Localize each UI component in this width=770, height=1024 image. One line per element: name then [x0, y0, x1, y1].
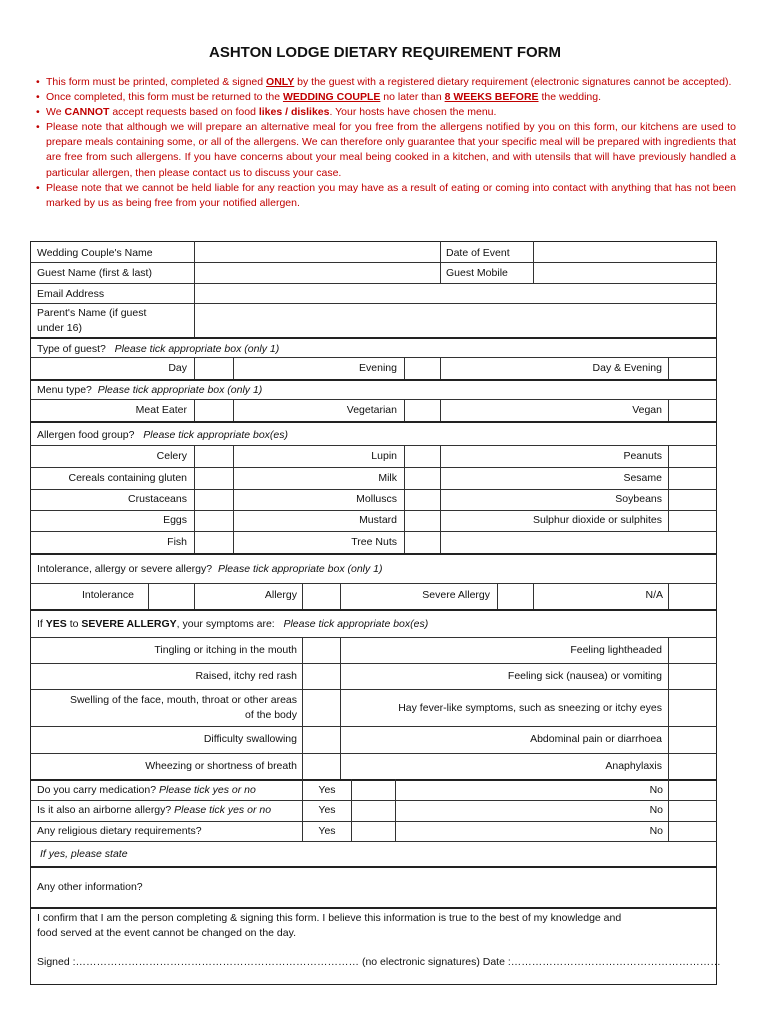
no-label: No — [649, 784, 663, 796]
milk-checkbox[interactable] — [405, 468, 440, 489]
intolerance-option: Allergy — [264, 589, 297, 601]
nausea-checkbox[interactable] — [669, 664, 716, 689]
guest-type-option: Day & Evening — [592, 362, 662, 374]
instructions-list — [36, 75, 736, 211]
allergen-label: Molluscs — [356, 493, 397, 505]
lightheaded-checkbox[interactable] — [669, 638, 716, 663]
allergen-heading: Allergen food group? Please tick appropriate box(es) — [37, 429, 289, 441]
anaphylaxis-checkbox[interactable] — [669, 754, 716, 779]
guest-name-field[interactable] — [195, 263, 439, 283]
instruction-item: • This form must be printed, completed & signed ONLY by the guest with a registered dietary requirement (electronic signatures cannot be accepted). — [36, 75, 736, 90]
rash-checkbox[interactable] — [303, 664, 340, 689]
religious-question: Any religious dietary requirements? — [37, 825, 202, 837]
mustard-checkbox[interactable] — [405, 511, 440, 531]
peanuts-checkbox[interactable] — [669, 446, 716, 467]
allergy-checkbox[interactable] — [303, 584, 340, 609]
allergen-label: Celery — [156, 450, 187, 462]
symptom-label: Tingling or itching in the mouth — [154, 644, 297, 656]
couple-name-label: Wedding Couple's Name — [37, 247, 153, 259]
medication-no-checkbox[interactable] — [669, 780, 716, 800]
confirmation-text: I confirm that I am the person completing & signing this form. I believe this information is true to the best of my knowledge and — [37, 912, 622, 924]
signature-line[interactable]: Signed :……………………………………………………………………… (no electronic signatures) Date :…………………………………………………… — [37, 956, 721, 968]
allergen-label: Fish — [167, 536, 187, 548]
fish-checkbox[interactable] — [195, 532, 233, 553]
day-evening-checkbox[interactable] — [669, 358, 716, 379]
airborne-yes-checkbox[interactable] — [352, 801, 395, 821]
vegetarian-checkbox[interactable] — [405, 400, 440, 421]
symptom-label: Raised, itchy red rash — [195, 670, 297, 682]
guest-type-heading: Type of guest? Please tick appropriate box (only 1) — [37, 343, 280, 355]
sesame-checkbox[interactable] — [669, 468, 716, 489]
eggs-checkbox[interactable] — [195, 511, 233, 531]
guest-type-option: Day — [168, 362, 187, 374]
allergen-label: Tree Nuts — [351, 536, 397, 548]
allergen-label: Sulphur dioxide or sulphites — [533, 514, 662, 526]
evening-checkbox[interactable] — [405, 358, 440, 379]
intolerance-option: Severe Allergy — [422, 589, 490, 601]
parent-name-label: Parent's Name (if guest — [37, 307, 147, 319]
hay-fever-checkbox[interactable] — [669, 690, 716, 726]
other-info-field[interactable] — [31, 867, 716, 907]
abdominal-checkbox[interactable] — [669, 727, 716, 753]
swelling-checkbox[interactable] — [303, 690, 340, 726]
intolerance-option: N/A — [645, 589, 663, 601]
parent-name-field[interactable] — [195, 304, 716, 337]
allergen-label: Peanuts — [623, 450, 662, 462]
religious-no-checkbox[interactable] — [669, 822, 716, 841]
intolerance-option: Intolerance — [82, 589, 134, 601]
tree-nuts-checkbox[interactable] — [405, 532, 440, 553]
yes-label: Yes — [318, 804, 336, 816]
menu-type-option: Vegetarian — [346, 404, 397, 416]
vegan-checkbox[interactable] — [669, 400, 716, 421]
email-field[interactable] — [195, 284, 716, 303]
wheezing-checkbox[interactable] — [303, 754, 340, 779]
religious-details-field[interactable] — [31, 842, 716, 866]
menu-type-heading: Menu type? Please tick appropriate box (only 1) — [37, 384, 263, 396]
email-label: Email Address — [37, 288, 105, 300]
airborne-question: Is it also an airborne allergy? Please tick yes or no — [37, 804, 272, 816]
religious-yes-checkbox[interactable] — [352, 822, 395, 841]
crustaceans-checkbox[interactable] — [195, 490, 233, 510]
na-checkbox[interactable] — [669, 584, 716, 609]
confirmation-text-cont: food served at the event cannot be changed on the day. — [37, 927, 296, 939]
symptom-label: Feeling lightheaded — [570, 644, 662, 656]
allergen-label: Mustard — [359, 514, 397, 526]
allergen-label: Crustaceans — [128, 493, 187, 505]
meat-eater-checkbox[interactable] — [195, 400, 233, 421]
menu-type-option: Meat Eater — [135, 404, 187, 416]
allergen-label: Milk — [378, 472, 397, 484]
instruction-item: • We CANNOT accept requests based on food likes / dislikes. Your hosts have chosen the menu. — [36, 105, 736, 120]
severe-allergy-checkbox[interactable] — [498, 584, 533, 609]
tingling-checkbox[interactable] — [303, 638, 340, 663]
no-label: No — [649, 804, 663, 816]
airborne-no-checkbox[interactable] — [669, 801, 716, 821]
symptom-label: Hay fever-like symptoms, such as sneezing or itchy eyes — [398, 702, 662, 714]
religious-details-label: If yes, please state — [40, 848, 128, 860]
allergen-label: Cereals containing gluten — [68, 472, 187, 484]
gluten-checkbox[interactable] — [195, 468, 233, 489]
instruction-item: • Please note that although we will prepare an alternative meal for you free from the allergens notified by you on this form, our kitchens are used to prepare meals containing some, or all of the allergens. We can therefore only guarantee that your specific meal will be prepared with ingredients that are free from such allergens. If you have concerns about your meal being cooked in a kitchen, and with utensils that will have previously handled a particular allergen, then please contact us to discuss your case. — [36, 120, 736, 180]
symptom-label: Anaphylaxis — [605, 760, 662, 772]
medication-question: Do you carry medication? Please tick yes or no — [37, 784, 256, 796]
instruction-item: • Please note that we cannot be held liable for any reaction you may have as a result of eating or coming into contact with anything that has not been marked by us as being free from your notified allergen. — [36, 181, 736, 211]
symptom-label: Feeling sick (nausea) or vomiting — [507, 670, 662, 682]
sulphites-checkbox[interactable] — [669, 511, 716, 531]
soybeans-checkbox[interactable] — [669, 490, 716, 510]
yes-label: Yes — [318, 825, 336, 837]
intolerance-checkbox[interactable] — [149, 584, 194, 609]
form-title: ASHTON LODGE DIETARY REQUIREMENT FORM — [209, 44, 561, 61]
no-label: No — [649, 825, 663, 837]
symptom-label: Wheezing or shortness of breath — [145, 760, 297, 772]
yes-label: Yes — [318, 784, 336, 796]
symptoms-heading: If YES to SEVERE ALLERGY, your symptoms are: Please tick appropriate box(es) — [37, 618, 429, 630]
guest-type-option: Evening — [359, 362, 397, 374]
day-checkbox[interactable] — [195, 358, 233, 379]
guest-mobile-field[interactable] — [534, 263, 716, 283]
symptom-label-cont: of the body — [245, 709, 297, 721]
event-date-label: Date of Event — [446, 247, 510, 259]
allergen-label: Lupin — [371, 450, 397, 462]
other-info-label: Any other information? — [37, 881, 143, 893]
intolerance-heading: Intolerance, allergy or severe allergy? Please tick appropriate box (only 1) — [37, 563, 383, 575]
menu-type-option: Vegan — [632, 404, 662, 416]
event-date-field[interactable] — [534, 242, 716, 262]
couple-name-field[interactable] — [195, 242, 439, 262]
celery-checkbox[interactable] — [195, 446, 233, 467]
symptom-label: Abdominal pain or diarrhoea — [530, 733, 662, 745]
molluscs-checkbox[interactable] — [405, 490, 440, 510]
medication-yes-checkbox[interactable] — [352, 780, 395, 800]
guest-name-label: Guest Name (first & last) — [37, 267, 152, 279]
allergen-label: Sesame — [623, 472, 662, 484]
symptom-label: Swelling of the face, mouth, throat or other areas — [69, 694, 297, 706]
guest-mobile-label: Guest Mobile — [446, 267, 508, 279]
parent-name-label-cont: under 16) — [37, 322, 82, 334]
symptom-label: Difficulty swallowing — [203, 733, 297, 745]
lupin-checkbox[interactable] — [405, 446, 440, 467]
allergen-label: Soybeans — [615, 493, 662, 505]
allergen-label: Eggs — [163, 514, 187, 526]
swallowing-checkbox[interactable] — [303, 727, 340, 753]
instruction-item: • Once completed, this form must be returned to the WEDDING COUPLE no later than 8 WEEKS BEFORE the wedding. — [36, 90, 736, 105]
